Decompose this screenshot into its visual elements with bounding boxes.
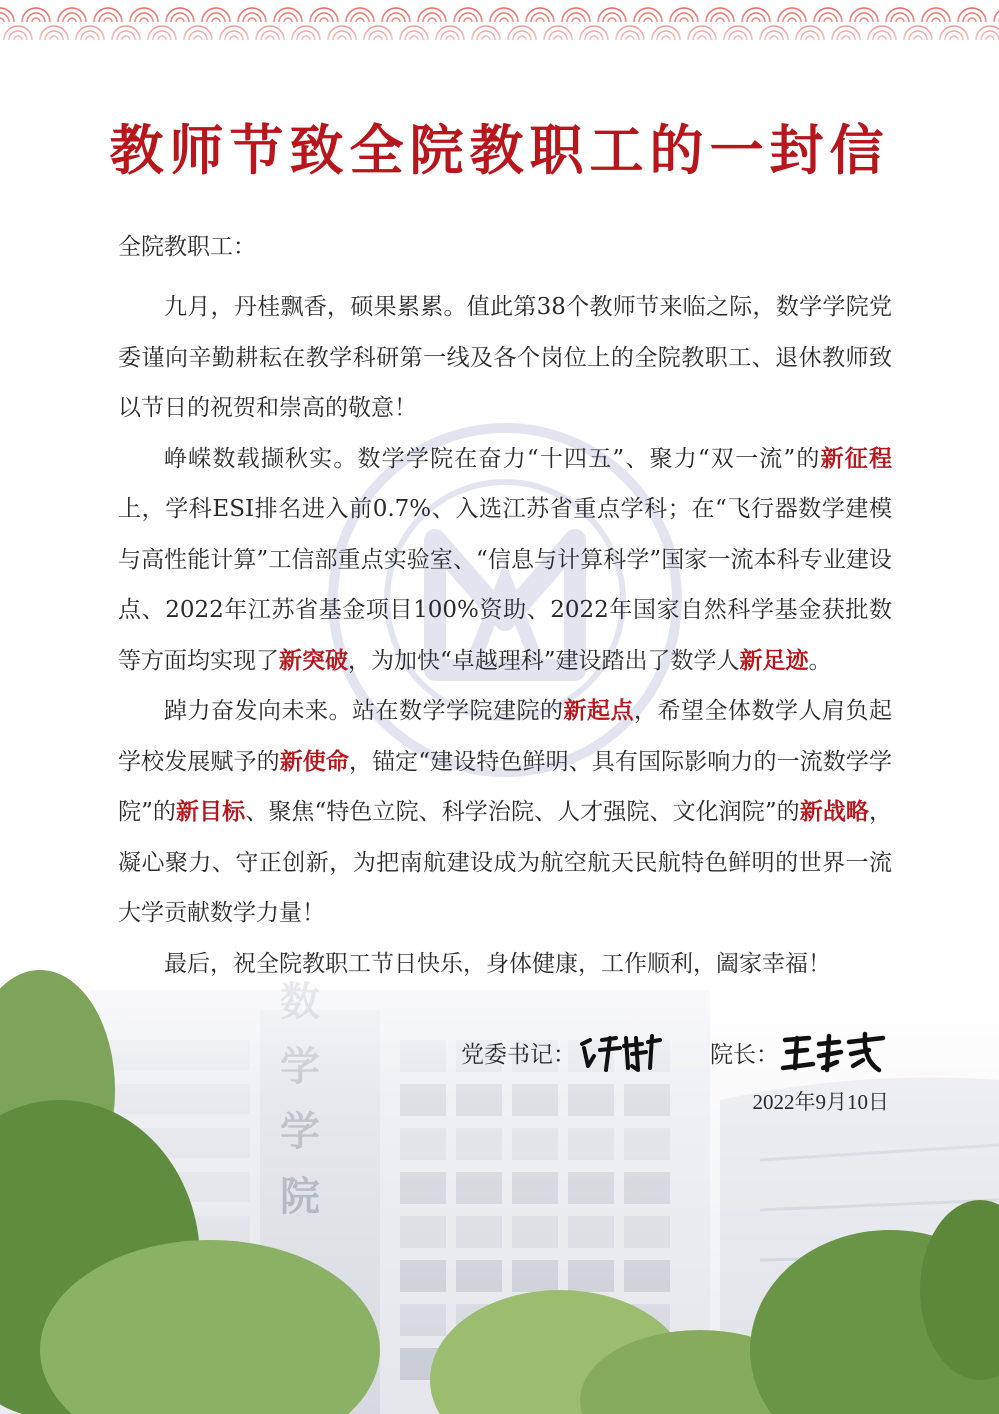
dean-label: 院长：: [710, 1041, 779, 1068]
paragraph-text: 、聚焦“特色立院、科学治院、人才强院、文化润院”的: [245, 799, 800, 825]
highlight-keyword: 新突破: [279, 646, 348, 674]
highlight-keyword: 新战略: [799, 798, 870, 825]
paragraph-text: 上，学科ESI排名进入前0.7%、入选江苏省重点学科；在“飞行器数学建模与高性能计算”工信部重点实验室、“信息与计算科学”国家一流本科专业建设点、2022年江苏省基金项目100%资助、2022年国家自然科学基金获批数等方面均实现了: [118, 496, 892, 674]
highlight-keyword: 新足迹: [739, 646, 809, 674]
dean-handwritten-signature: [779, 1030, 889, 1074]
paragraph-text: ，锚定“建设特色鲜明、具有国际影响力的一流数学学院”的: [118, 748, 892, 825]
letter-date: 2022年9月10日: [752, 1090, 889, 1114]
paragraph-text: ，凝心聚力、守正创新，为把南航建设成为航空航天民航特色鲜明的世界一流大学贡献数学力量！: [118, 799, 893, 926]
letter-body: [118, 282, 892, 989]
letter-paragraph: [118, 434, 892, 687]
letter-paragraph: [118, 939, 892, 990]
highlight-keyword: 新征程: [820, 444, 892, 472]
letter-paragraph: [118, 282, 892, 434]
salutation: 全院教职工：: [118, 234, 256, 260]
paragraph-text: 峥嵘数载撷秋实。数学学院在奋力“十四五”、聚力“双一流”的: [164, 445, 821, 472]
paragraph-text: ，为加快“卓越理科”建设踏出了数学人: [348, 647, 740, 674]
campus-building-illustration: [0, 930, 999, 1414]
paragraph-text: 。: [808, 647, 832, 674]
paragraph-text: ，希望全体数学人肩负起学校发展赋予的: [118, 698, 892, 775]
secretary-label: 党委书记：: [461, 1041, 576, 1068]
paragraph-text: 踔力奋发向未来。站在数学学院建院的: [164, 698, 564, 724]
secretary-handwritten-signature: [576, 1030, 666, 1074]
paragraph-text: 九月，丹桂飘香，硕果累累。值此第38个教师节来临之际，数学学院党委谨向辛勤耕耘在教学科研第一线及各个岗位上的全院教职工、退休教师致以节日的祝贺和崇高的敬意！: [118, 294, 892, 421]
top-decorative-pattern: [0, 0, 999, 62]
highlight-keyword: 新目标: [176, 798, 246, 825]
highlight-keyword: 新起点: [563, 697, 634, 724]
signature-row: [461, 1030, 889, 1074]
letter-paragraph: [118, 686, 892, 939]
letter-title: 教师节致全院教职工的一封信: [109, 118, 890, 182]
paragraph-text: 最后，祝全院教职工节日快乐，身体健康，工作顺利，阖家幸福！: [164, 950, 831, 977]
highlight-keyword: 新使命: [279, 747, 349, 775]
